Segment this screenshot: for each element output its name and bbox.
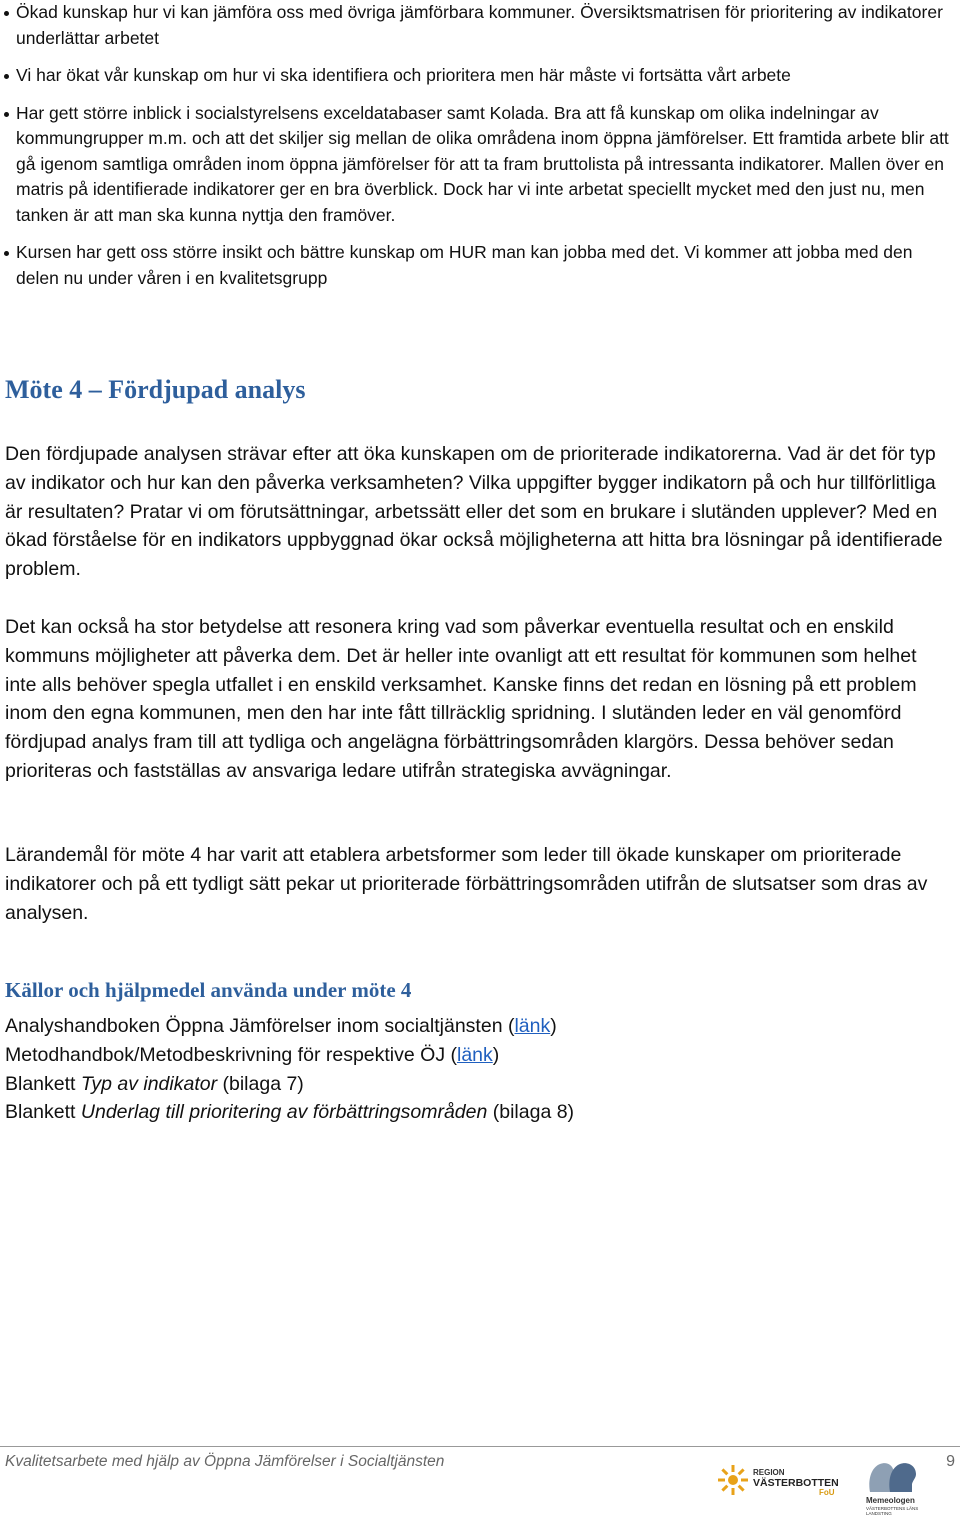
logo-text: VÄSTERBOTTEN: [753, 1477, 839, 1489]
bullet-item: [4, 240, 954, 291]
bullet-list: [4, 0, 954, 291]
source-text: ): [550, 1015, 557, 1037]
bullet-dot-icon: [4, 11, 9, 16]
bullet-item: [4, 63, 954, 89]
logo-text: VÄSTERBOTTENS LÄNS LANDSTING: [866, 1506, 919, 1516]
bullet-text: Vi har ökat vår kunskap om hur vi ska identifiera och prioritera men här måste vi fortsätta vårt arbete: [16, 65, 791, 85]
source-italic: Underlag till prioritering av förbättringsområden: [80, 1101, 488, 1124]
learning-goal-line: indikatorer och på ett tydligt sätt pekar ut prioriterade förbättringsområden utifrån de slutsatser som dras av analysen.: [5, 872, 928, 924]
source-text: (bilaga 8): [487, 1101, 575, 1124]
footer-title: Kvalitetsarbete med hjälp av Öppna Jämförelser i Socialtjänsten: [5, 1453, 445, 1470]
bullet-item: [4, 0, 954, 51]
source-item: [5, 1041, 945, 1070]
source-link[interactable]: länk: [514, 1015, 551, 1037]
source-text: ): [492, 1043, 500, 1066]
bullet-dot-icon: [4, 74, 9, 79]
source-item: [5, 1098, 945, 1127]
source-item: [5, 1012, 945, 1041]
source-text: Metodhandbok/Metodbeskrivning för respektive ÖJ (: [5, 1043, 457, 1066]
source-text: Blankett: [5, 1072, 81, 1095]
bullet-item: [4, 101, 954, 229]
source-italic: Typ av indikator: [80, 1072, 218, 1095]
region-vasterbotten-logo: [717, 1462, 837, 1502]
bullet-text: Kursen har gett oss större insikt och bättre kunskap om HUR man kan jobba med det. Vi kommer att jobba med den delen nu under våren i en kvalitetsgrupp: [16, 242, 913, 288]
logo-text: REGION: [753, 1468, 785, 1477]
logo-text: Memeologen: [866, 1496, 915, 1505]
bullet-dot-icon: [4, 112, 9, 117]
learning-goal-paragraph: [5, 841, 945, 927]
analysis-paragraph: Det kan också ha stor betydelse att resonera kring vad som påverkar eventuella resultat och en enskild kommuns möjligheter att påverka dem. Det är heller inte ovanligt att ett resultat för kommunen som helhet inte alls behöver spegla utfallet i en enskild verksamhet. Kanske finns det redan en lösning på ett problem inom den egna kommunen, men den har inte fått tillräcklig spridning. I slutänden leder en väl genomförd fördjupad analys fram till att tydliga och angelägna förbättringsområden klargörs. Dessa behöver sedan prioriteras och fastställas av ansvariga ledare utifrån strategiska avvägningar.: [5, 616, 917, 782]
section-heading: Möte 4 – Fördjupad analys: [5, 375, 306, 404]
analysis-paragraph: Den fördjupade analysen strävar efter att öka kunskapen om de prioriterade indikatorerna. Vad är det för typ av indikator och hur kan den påverka verksamheten? Vilka uppgifter bygger indikatorn på och hur tillförlitliga är resultaten? Pratar vi om förutsättningar, arbetssätt eller det som en brukare i slutänden upplever? Med en ökad förståelse för en indikators uppbyggnad ökar också möjligheterna att hitta bra lösningar på identifierade problem.: [5, 443, 943, 581]
bullet-text: Har gett större inblick i socialstyrelsens exceldatabaser samt Kolada. Bra att få kunskap om olika indelningar av kommungrupper m.m. och att det skiljer sig mellan de olika områdena inom öppna jämförelser. Ett framtida arbete blir att gå igenom samtliga områden inom öppna jämförelser för att ta fram bruttolista på intressanta indikatorer. Mallen över en matris på identifierade indikatorer ger en bra överblick. Dock har vi inte arbetat speciellt mycket med den just nu, men tanken är att man ska kunna nyttja den framöver.: [16, 102, 949, 225]
heads-icon: [864, 1458, 920, 1494]
source-text: Blankett: [5, 1101, 81, 1124]
bullet-dot-icon: [4, 251, 9, 256]
source-link[interactable]: länk: [456, 1043, 493, 1066]
source-text: Analyshandboken Öppna Jämförelser inom socialtjänsten (: [5, 1015, 515, 1037]
bullet-text: Ökad kunskap hur vi kan jämföra oss med övriga jämförbara kommuner. Översiktsmatrisen för prioritering av indikatorer underlättar arbetet: [16, 2, 943, 48]
sources-heading: Källor och hjälpmedel använda under möte 4: [5, 978, 412, 1002]
learning-goal-line: Lärandemål för möte 4 har varit att etablera arbetsformer som leder till ökade kunskaper om prioriterade: [5, 844, 902, 866]
memeologen-logo: [862, 1458, 924, 1518]
source-item: [5, 1070, 945, 1099]
page-number: 9: [946, 1453, 955, 1470]
logo-text: FoU: [819, 1488, 835, 1497]
sun-icon: [717, 1464, 749, 1496]
source-text: (bilaga 7): [217, 1072, 304, 1095]
footer-divider: [0, 1446, 960, 1447]
sources-list: [5, 1012, 945, 1127]
